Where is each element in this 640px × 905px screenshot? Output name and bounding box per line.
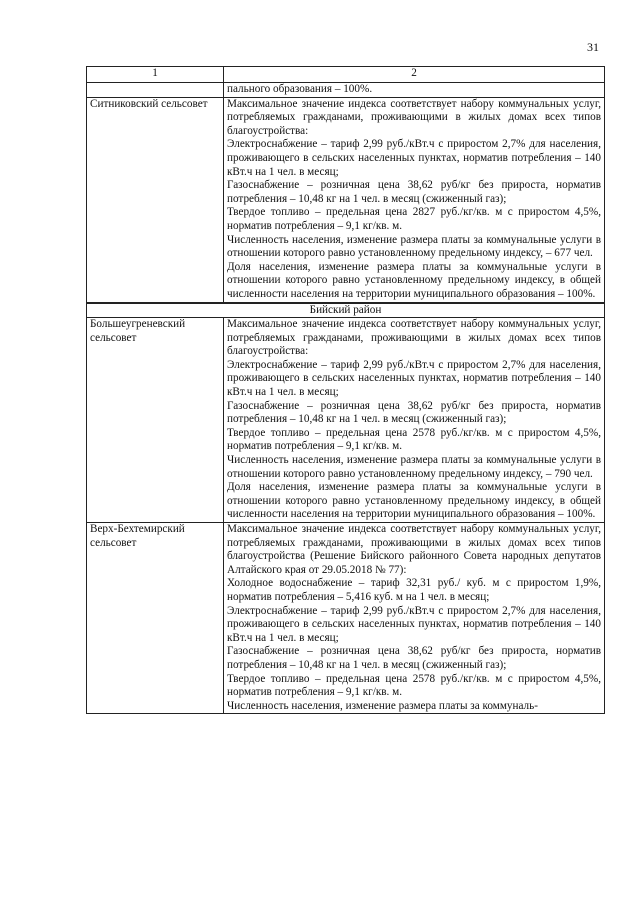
paragraph: Твердое топливо – предельная цена 2578 руб./кг/кв. м с приростом 4,5%, норматив потребления – 9,1 кг/кв. м.	[227, 426, 601, 453]
paragraph: Численность населения, изменение размера платы за коммуналь-	[227, 699, 538, 712]
paragraph: Доля населения, изменение размера платы за коммунальные услуги в отношении которого равно установленному предельному индексу, в общей численности населения на территории муниципального образования – 100%.	[227, 260, 601, 300]
paragraph: Численность населения, изменение размера платы за коммунальные услуги в отношении которого равно установленному предельному индексу, – 677 чел.	[227, 233, 601, 260]
district-row	[87, 303, 605, 318]
municipality-name: Ситниковский сельсовет	[87, 97, 224, 302]
index-description	[224, 318, 605, 523]
table-row	[87, 523, 605, 714]
paragraph: Газоснабжение – розничная цена 38,62 руб/кг без прироста, норматив потребления – 10,48 кг на 1 чел. в месяц (сжиженный газ);	[227, 399, 601, 426]
municipal-index-table	[86, 66, 605, 714]
paragraph: Твердое топливо – предельная цена 2827 руб./кг/кв. м с приростом 4,5%, норматив потребления – 9,1 кг/кв. м.	[227, 206, 601, 232]
column-header-1: 1	[87, 67, 224, 83]
paragraph: Максимальное значение индекса соответствует набору коммунальных услуг, потребляемых гражданами, проживающими в жилых домах всех типов благоустройства:	[227, 318, 601, 358]
continuation-text: пального образования – 100%.	[227, 83, 373, 95]
paragraph: Электроснабжение – тариф 2,99 руб./кВт.ч с приростом 2,7% для населения, проживающего в сельских населенных пунктах, норматив потребления – 140 кВт.ч на 1 чел. в месяц;	[227, 138, 601, 178]
paragraph: Твердое топливо – предельная цена 2578 руб./кг/кв. м с приростом 4,5%, норматив потребления – 9,1 кг/кв. м.	[227, 672, 601, 699]
continuation-cell	[224, 83, 605, 98]
page-number: 31	[587, 40, 599, 54]
paragraph: Газоснабжение – розничная цена 38,62 руб/кг без прироста, норматив потребления – 10,48 кг на 1 чел. в месяц (сжиженный газ);	[227, 645, 601, 671]
paragraph: Электроснабжение – тариф 2,99 руб./кВт.ч с приростом 2,7% для населения, проживающего в сельских населенных пунктах, норматив потребления – 140 кВт.ч на 1 чел. в месяц;	[227, 358, 601, 399]
municipality-name: Верх-Бехтемирский сельсовет	[87, 523, 224, 714]
paragraph: Газоснабжение – розничная цена 38,62 руб/кг без прироста, норматив потребления – 10,48 кг на 1 чел. в месяц (сжиженный газ);	[227, 179, 601, 205]
paragraph: Электроснабжение – тариф 2,99 руб./кВт.ч с приростом 2,7% для населения, проживающего в сельских населенных пунктах, норматив потребления – 140 кВт.ч на 1 чел. в месяц;	[227, 604, 601, 644]
paragraph: Холодное водоснабжение – тариф 32,31 руб./ куб. м с приростом 1,9%, норматив потребления – 5,416 куб. м на 1 чел. в месяц;	[227, 577, 601, 603]
paragraph: Максимальное значение индекса соответствует набору коммунальных услуг, потребляемых гражданами, проживающими в жилых домах всех типов благоустройства (Решение Бийского районного Совета народных депутатов Алтайского края от 29.05.2018 № 77):	[227, 523, 601, 576]
index-description	[224, 523, 605, 714]
paragraph: Доля населения, изменение размера платы за коммунальные услуги в отношении которого равно установленному предельному индексу, в общей численности населения на территории муниципального образования – 100%.	[227, 481, 601, 521]
column-header-2: 2	[224, 67, 605, 83]
header-row	[87, 67, 605, 83]
paragraph: Численность населения, изменение размера платы за коммунальные услуги в отношении которого равно установленному предельному индексу, – 790 чел.	[227, 454, 601, 480]
district-heading: Бийский район	[87, 303, 605, 318]
empty-cell	[87, 83, 224, 98]
index-description	[224, 97, 605, 302]
municipality-name: Большеугреневский сельсовет	[87, 318, 224, 523]
paragraph: Максимальное значение индекса соответствует набору коммунальных услуг, потребляемых гражданами, проживающими в жилых домах всех типов благоустройства:	[227, 97, 601, 137]
table-row	[87, 97, 605, 302]
table-row	[87, 318, 605, 523]
continuation-row	[87, 83, 605, 98]
